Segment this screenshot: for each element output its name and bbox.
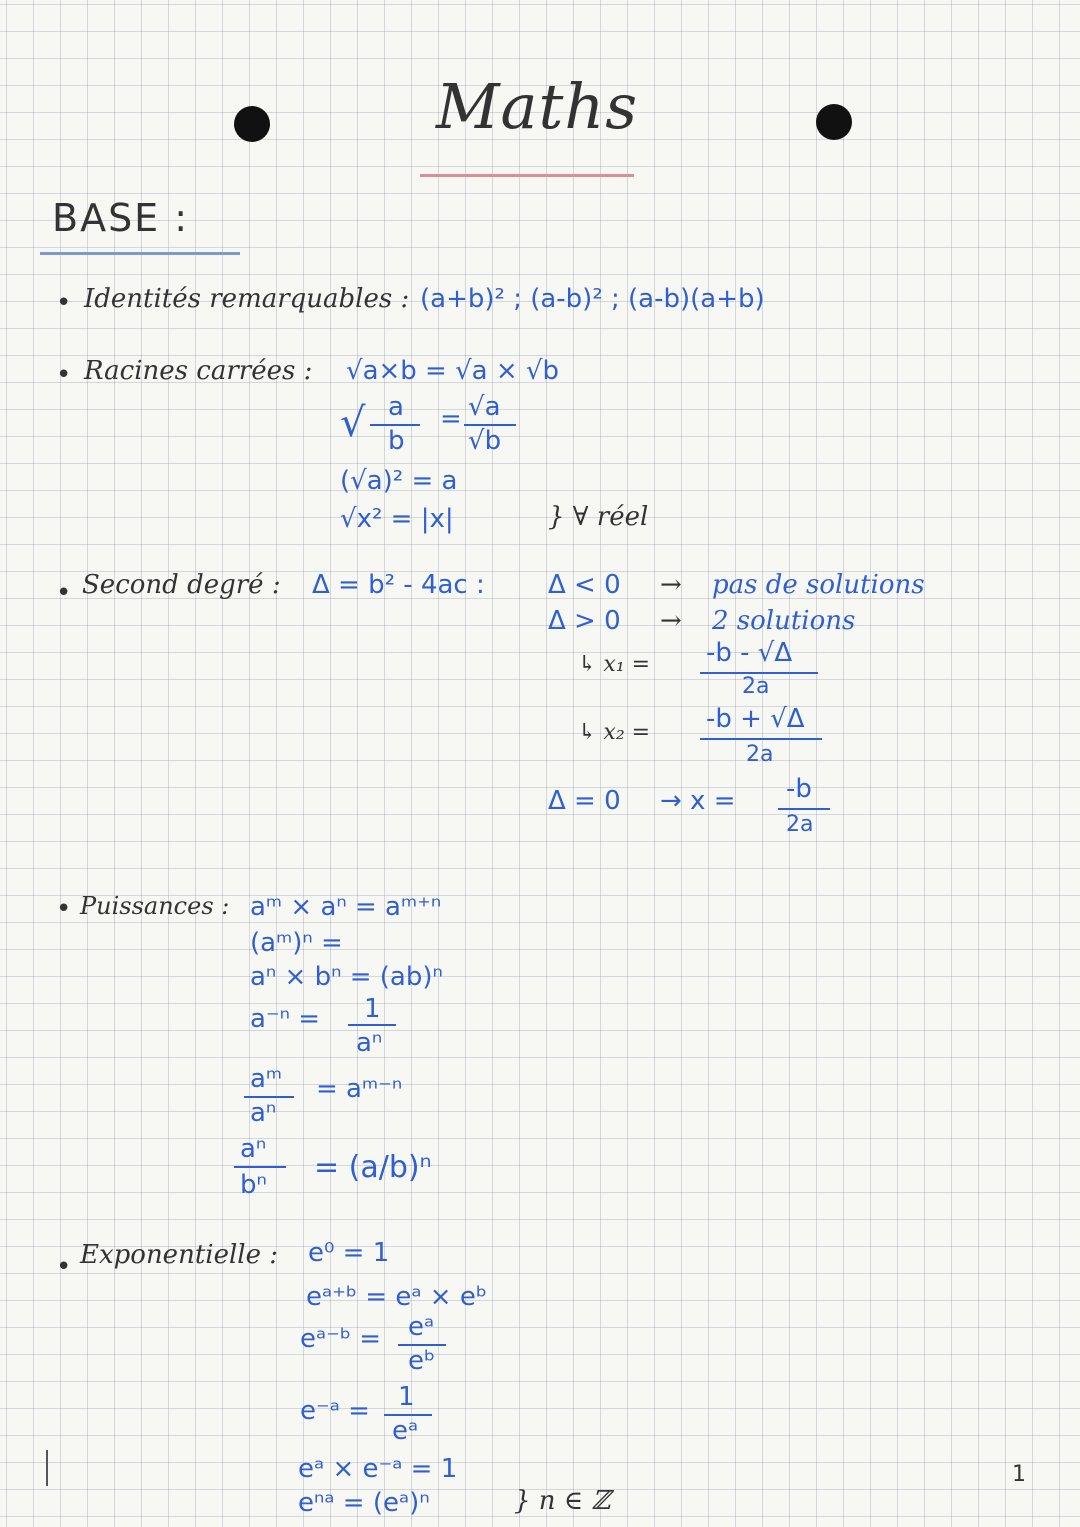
identites-formula: (a+b)² ; (a-b)² ; (a-b)(a+b) <box>420 284 765 314</box>
second-x1-den: 2a <box>742 674 770 699</box>
racines-f2-rhs-num: √a <box>468 392 501 422</box>
exponentielle-e6-note: } n ∈ ℤ <box>514 1486 611 1516</box>
puissances-p4-lhs: a⁻ⁿ = <box>250 1004 321 1034</box>
bullet-racines: • <box>56 360 72 390</box>
second-x2-lhs: ↳ x₂ = <box>578 720 651 745</box>
puissances-p5-den: aⁿ <box>250 1098 277 1128</box>
second-x0-bar <box>778 808 830 810</box>
puissances-p6-num: aⁿ <box>240 1134 267 1164</box>
exponentielle-e5: eᵃ × e⁻ᵃ = 1 <box>298 1454 458 1484</box>
racines-f4: √x² = |x| <box>340 504 454 534</box>
exponentielle-e3-lhs: eᵃ⁻ᵇ = <box>300 1324 382 1354</box>
racines-label: Racines carrées : <box>84 356 313 386</box>
second-case1-note: pas de solutions <box>712 570 925 600</box>
bullet-exponentielle: • <box>56 1252 72 1282</box>
puissances-p2: (aᵐ)ⁿ = <box>250 928 343 958</box>
racines-f2-eq: = <box>440 404 462 434</box>
bullet-second: • <box>56 578 72 608</box>
puissances-p1: aᵐ × aⁿ = aᵐ⁺ⁿ <box>250 892 442 922</box>
second-x0-num: -b <box>786 774 812 804</box>
punch-hole-right <box>816 104 852 140</box>
puissances-p6-den: bⁿ <box>240 1170 267 1200</box>
second-case1-arrow: → <box>660 570 682 600</box>
exponentielle-e4-num: 1 <box>398 1382 415 1412</box>
second-case3-rhs: → x = <box>660 786 736 816</box>
exponentielle-e6: eⁿᵃ = (eᵃ)ⁿ <box>298 1488 430 1518</box>
second-case2: Δ > 0 <box>548 606 621 636</box>
racines-f3: (√a)² = a <box>340 466 458 496</box>
second-x1-num: -b - √Δ <box>706 638 793 668</box>
exponentielle-e1: e⁰ = 1 <box>308 1238 390 1268</box>
second-x2-den: 2a <box>746 742 774 767</box>
second-case3: Δ = 0 <box>548 786 621 816</box>
page-title: Maths <box>436 70 639 143</box>
bullet-identites: • <box>56 288 72 318</box>
title-underline <box>420 174 634 177</box>
racines-f2-rhs-den: √b <box>468 426 502 456</box>
second-x2-bar <box>700 738 822 740</box>
racines-f2-sqrt: √ <box>340 400 366 446</box>
page-number: 1 <box>1012 1462 1026 1487</box>
puissances-p4-bar <box>348 1024 396 1026</box>
puissances-p4-den: aⁿ <box>356 1028 383 1058</box>
identites-label: Identités remarquables : <box>84 284 410 314</box>
exponentielle-label: Exponentielle : <box>80 1240 279 1270</box>
section-underline <box>40 252 240 255</box>
punch-hole-left <box>234 106 270 142</box>
bullet-puissances: • <box>56 894 72 924</box>
puissances-p5-num: aᵐ <box>250 1064 283 1094</box>
second-x2-num: -b + √Δ <box>706 704 805 734</box>
exponentielle-e3-den: eᵇ <box>408 1346 436 1376</box>
second-label: Second degré : <box>82 570 281 600</box>
puissances-label: Puissances : <box>80 892 230 920</box>
exponentielle-e2: eᵃ⁺ᵇ = eᵃ × eᵇ <box>306 1282 487 1312</box>
second-x1-lhs: ↳ x₁ = <box>578 652 651 677</box>
second-case1: Δ < 0 <box>548 570 621 600</box>
section-heading: BASE : <box>52 196 190 240</box>
racines-f2-den: b <box>388 426 405 456</box>
racines-f4-note: } ∀ réel <box>548 502 649 532</box>
second-delta: Δ = b² - 4ac : <box>312 570 485 600</box>
exponentielle-e4-den: eᵃ <box>392 1416 419 1446</box>
puissances-p3: aⁿ × bⁿ = (ab)ⁿ <box>250 962 443 992</box>
margin-line <box>46 1450 48 1486</box>
second-x0-den: 2a <box>786 812 814 837</box>
puissances-p6-rhs: = (a/b)ⁿ <box>314 1150 432 1185</box>
exponentielle-e4-lhs: e⁻ᵃ = <box>300 1396 370 1426</box>
racines-f1: √a×b = √a × √b <box>346 356 559 386</box>
puissances-p5-rhs: = aᵐ⁻ⁿ <box>316 1074 403 1104</box>
puissances-p4-num: 1 <box>364 994 381 1024</box>
second-case2-note: 2 solutions <box>712 606 856 636</box>
second-case2-arrow: → <box>660 606 682 636</box>
exponentielle-e3-num: eᵃ <box>408 1312 435 1342</box>
puissances-p6-bar <box>234 1166 286 1168</box>
racines-f2-num: a <box>388 392 404 422</box>
